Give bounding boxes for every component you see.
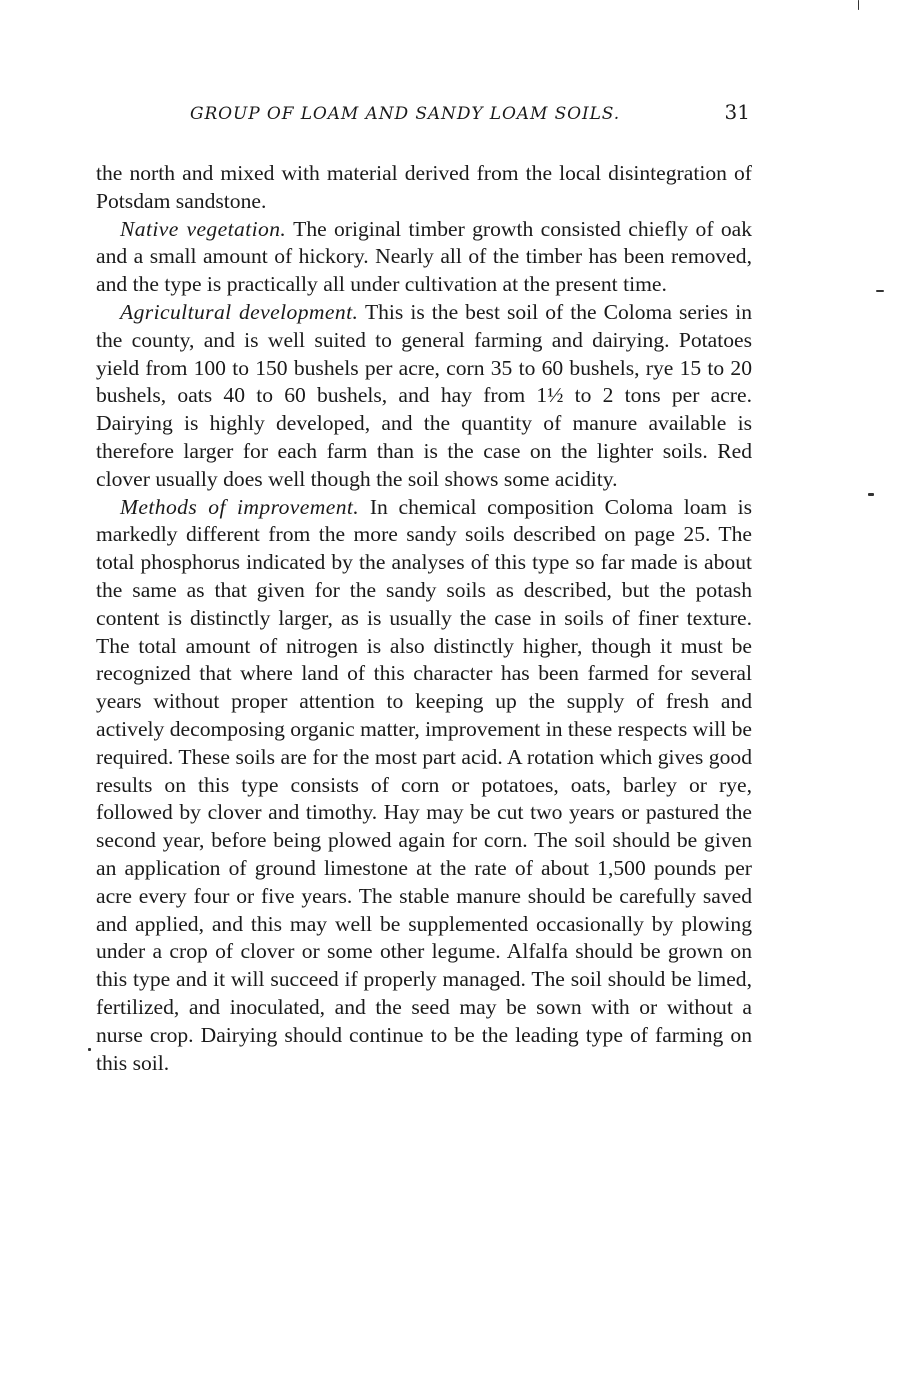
paragraph-methods-of-improvement	[96, 494, 752, 1078]
scan-speck	[858, 0, 859, 10]
section-lead-native-vegetation: Native vegetation.	[120, 216, 287, 241]
body-text	[96, 160, 752, 1077]
paragraph-continuation	[96, 160, 752, 216]
paragraph-text: This is the best soil of the Coloma series in the county, and is well suited to general farming and dairying. Potatoes yield from 100 to 150 bushels per acre, corn 35 to 60 bushels, rye 15 to 20 bushels, oats 40 to 60 bushels, and hay from 1½ to 2 tons per acre. Dairying is highly developed, and the quantity of manure available is therefore larger for each farm than is the case on the lighter soils. Red clover usually does well though the soil shows some acidity.	[96, 299, 752, 491]
paragraph-text: the north and mixed with material derived from the local disintegration of Potsdam sandstone.	[96, 161, 752, 213]
page-header	[190, 100, 750, 130]
paragraph-agricultural-development	[96, 299, 752, 494]
paragraph-native-vegetation	[96, 216, 752, 299]
scan-speck	[88, 1048, 91, 1051]
paragraph-text: The original timber growth consisted chiefly of oak and a small amount of hickory. Nearly all of the timber has been removed, and the type is practically all under cultivation at the present time.	[96, 216, 752, 297]
scan-speck	[876, 290, 884, 292]
paragraph-text: In chemical composition Coloma loam is markedly different from the more sandy soils described on page 25. The total phosphorus indicated by the analyses of this type so far made is about the same as that given for the sandy soils as described, but the potash content is distinctly larger, as is usually the case in soils of finer texture. The total amount of nitrogen is also distinctly higher, though it must be recognized that where land of this character has been farmed for several years without proper attention to keeping up the supply of fresh and actively decomposing organic matter, improvement in these respects will be required. These soils are for the most part acid. A rotation which gives good results on this type consists of corn or potatoes, oats, barley or rye, followed by clover and timothy. Hay may be cut two years or pastured the second year, before being plowed again for corn. The soil should be given an application of ground limestone at the rate of about 1,500 pounds per acre every four or five years. The stable manure should be carefully saved and applied, and this may well be supplemented occasionally by plowing under a crop of clover or some other legume. Alfalfa should be grown on this type and it will succeed if properly managed. The soil should be limed, fertilized, and inoculated, and the seed may be sown with or without a nurse crop. Dairying should continue to be the leading type of farming on this soil.	[96, 494, 752, 1075]
page-number: 31	[724, 100, 750, 124]
running-head: GROUP OF LOAM AND SANDY LOAM SOILS.	[190, 104, 621, 124]
scan-speck	[868, 493, 874, 496]
section-lead-methods-of-improvement: Methods of improvement.	[120, 494, 360, 519]
section-lead-agricultural-development: Agricultural development.	[120, 299, 359, 324]
